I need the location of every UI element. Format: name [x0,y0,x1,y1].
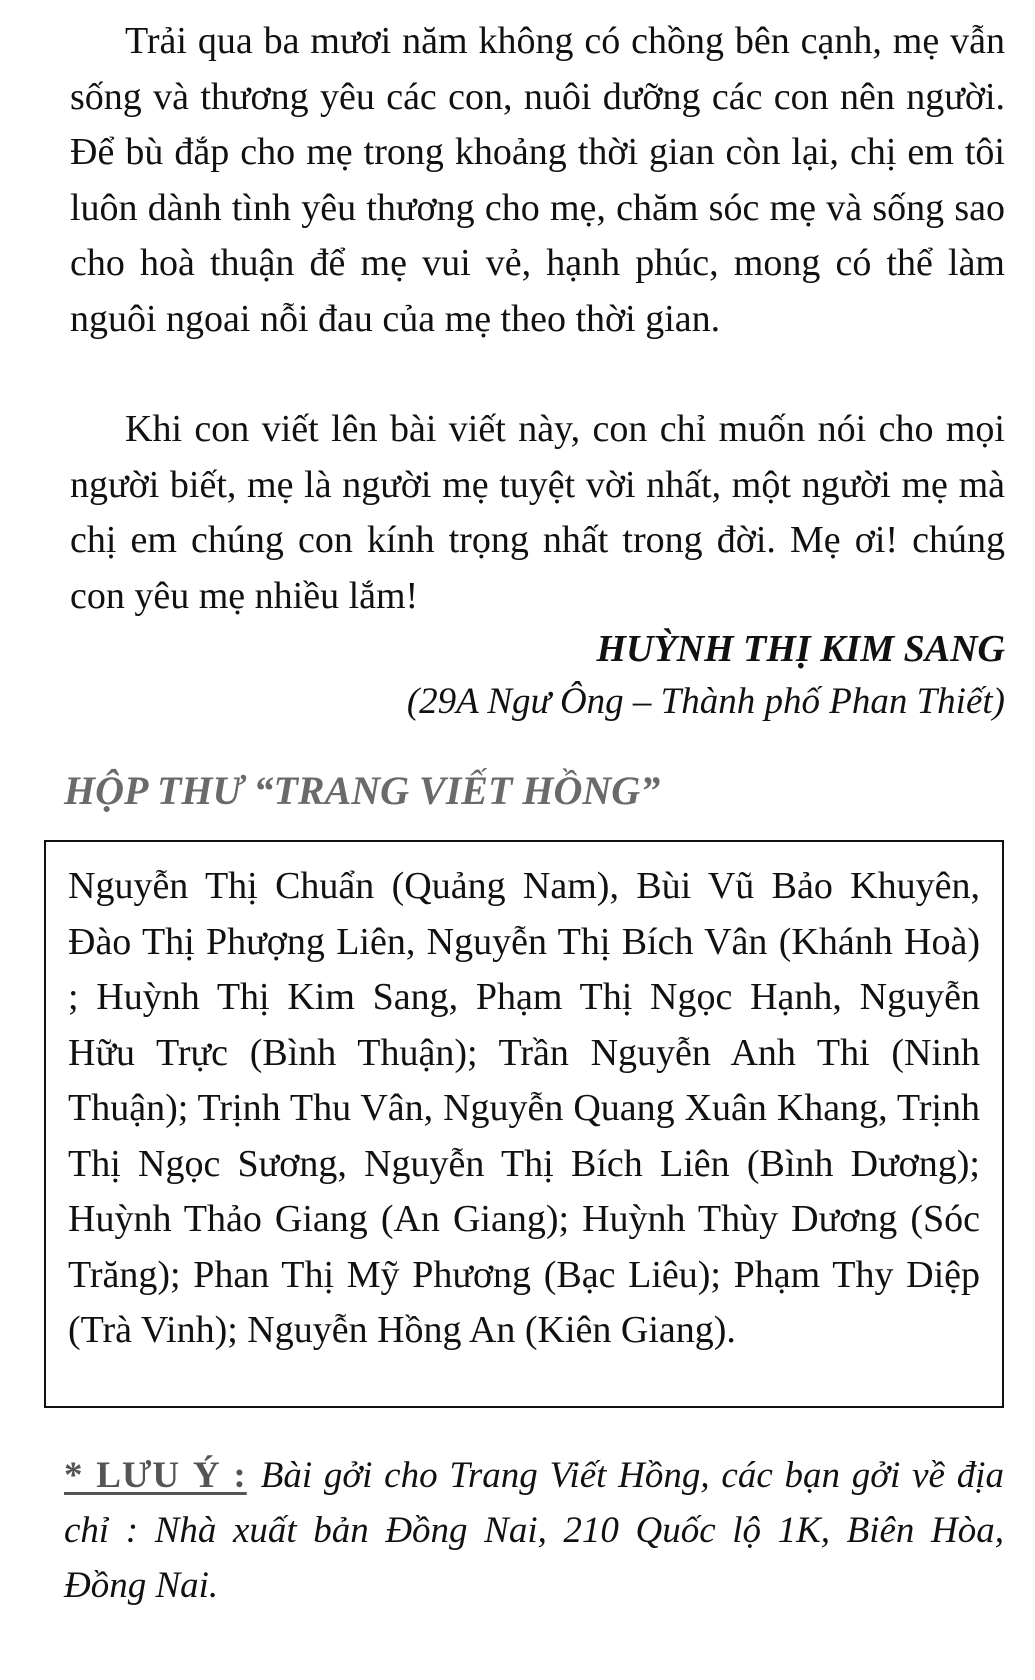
author-name: HUỲNH THỊ KIM SANG [596,628,1005,670]
mailbox-box [44,840,1004,1408]
letter-paragraph-1: Trải qua ba mươi năm không có chồng bên cạnh, mẹ vẫn sống và thương yêu các con, nuôi dưỡng các con nên người. Để bù đắp cho mẹ trong khoảng thời gian còn lại, chị em tôi luôn dành tình yêu thương cho mẹ, chăm sóc mẹ và sống sao cho hoà thuận để mẹ vui vẻ, hạnh phúc, mong có thể làm nguôi ngoai nỗi đau của mẹ theo thời gian. [70,20,1005,340]
mailbox-heading: HỘP THƯ “TRANG VIẾT HỒNG” [64,768,661,813]
author-address: (29A Ngư Ông – Thành phố Phan Thiết) [406,681,1005,722]
mailbox-contributors: Nguyễn Thị Chuẩn (Quảng Nam), Bùi Vũ Bảo Khuyên, Đào Thị Phượng Liên, Nguyễn Thị Bích Vân (Khánh Hoà) ; Huỳnh Thị Kim Sang, Phạm Thị Ngọc Hạnh, Nguyễn Hữu Trực (Bình Thuận); Trần Nguyễn Anh Thi (Ninh Thuận); Trịnh Thu Vân, Nguyễn Quang Xuân Khang, Trịnh Thị Ngọc Sương, Nguyễn Thị Bích Liên (Bình Dương); Huỳnh Thảo Giang (An Giang); Huỳnh Thùy Dương (Sóc Trăng); Phan Thị Mỹ Phương (Bạc Liêu); Phạm Thy Diệp (Trà Vinh); Nguyễn Hồng An (Kiên Giang). [68,865,980,1351]
letter-paragraph-2: Khi con viết lên bài viết này, con chỉ muốn nói cho mọi người biết, mẹ là người mẹ tuyệt vời nhất, một người mẹ mà chị em chúng con kính trọng nhất trong đời. Mẹ ơi! chúng con yêu mẹ nhiều lắm! [70,408,1005,617]
note-paragraph [64,1448,1004,1613]
note-label: * LƯU Ý : [64,1455,247,1496]
note-text: Bài gởi cho Trang Viết Hồng, các bạn gởi về địa chỉ : Nhà xuất bản Đồng Nai, 210 Quốc lộ 1K, Biên Hòa, Đồng Nai. [64,1455,1005,1606]
